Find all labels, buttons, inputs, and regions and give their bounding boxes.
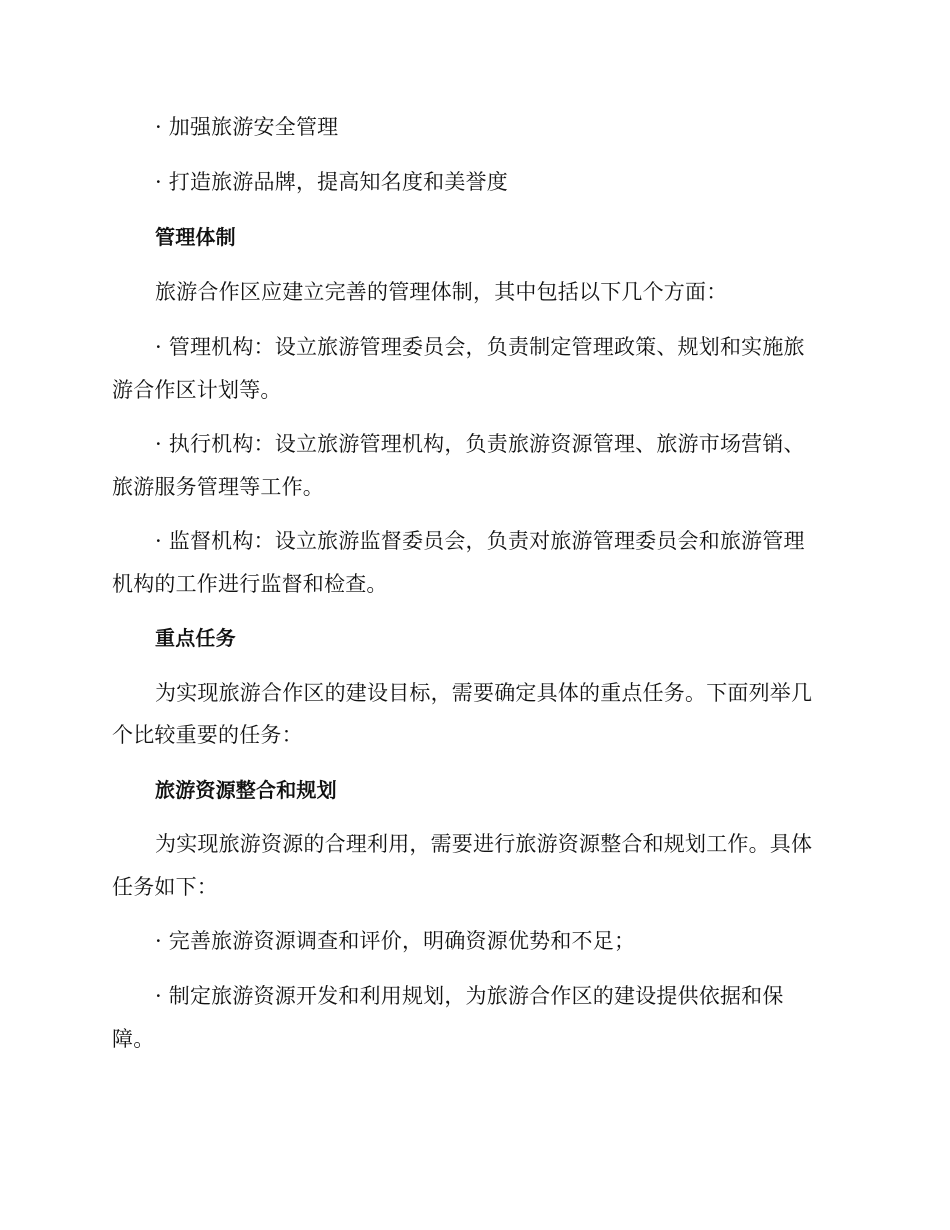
management-item-3-line1: · 监督机构：设立旅游监督委员会，负责对旅游管理委员会和旅游管理 bbox=[155, 529, 805, 553]
resources-para-line2: 任务如下： bbox=[112, 875, 218, 899]
bullet-tourism-brand: · 打造旅游品牌，提高知名度和美誉度 bbox=[155, 170, 508, 194]
management-item-1-line1: · 管理机构：设立旅游管理委员会，负责制定管理政策、规划和实施旅 bbox=[155, 335, 805, 359]
heading-key-tasks: 重点任务 bbox=[155, 626, 236, 650]
management-item-2-line2: 旅游服务管理等工作。 bbox=[112, 475, 324, 499]
resources-para-line1: 为实现旅游资源的合理利用，需要进行旅游资源整合和规划工作。具体 bbox=[155, 832, 813, 856]
tasks-para-line2: 个比较重要的任务： bbox=[112, 723, 303, 747]
resources-bullet-1: · 完善旅游资源调查和评价，明确资源优势和不足； bbox=[155, 929, 636, 953]
heading-management-system: 管理体制 bbox=[155, 225, 236, 249]
resources-bullet-2-line2: 障。 bbox=[112, 1027, 155, 1051]
management-item-2-line1: · 执行机构：设立旅游管理机构，负责旅游资源管理、旅游市场营销、 bbox=[155, 432, 805, 456]
management-intro: 旅游合作区应建立完善的管理体制，其中包括以下几个方面： bbox=[155, 280, 728, 304]
heading-resource-integration: 旅游资源整合和规划 bbox=[155, 778, 337, 802]
bullet-safety-management: · 加强旅游安全管理 bbox=[155, 115, 339, 139]
resources-bullet-2-line1: · 制定旅游资源开发和利用规划，为旅游合作区的建设提供依据和保 bbox=[155, 984, 784, 1008]
management-item-1-line2: 游合作区计划等。 bbox=[112, 378, 282, 402]
tasks-para-line1: 为实现旅游合作区的建设目标，需要确定具体的重点任务。下面列举几 bbox=[155, 681, 813, 705]
management-item-3-line2: 机构的工作进行监督和检查。 bbox=[112, 572, 388, 596]
